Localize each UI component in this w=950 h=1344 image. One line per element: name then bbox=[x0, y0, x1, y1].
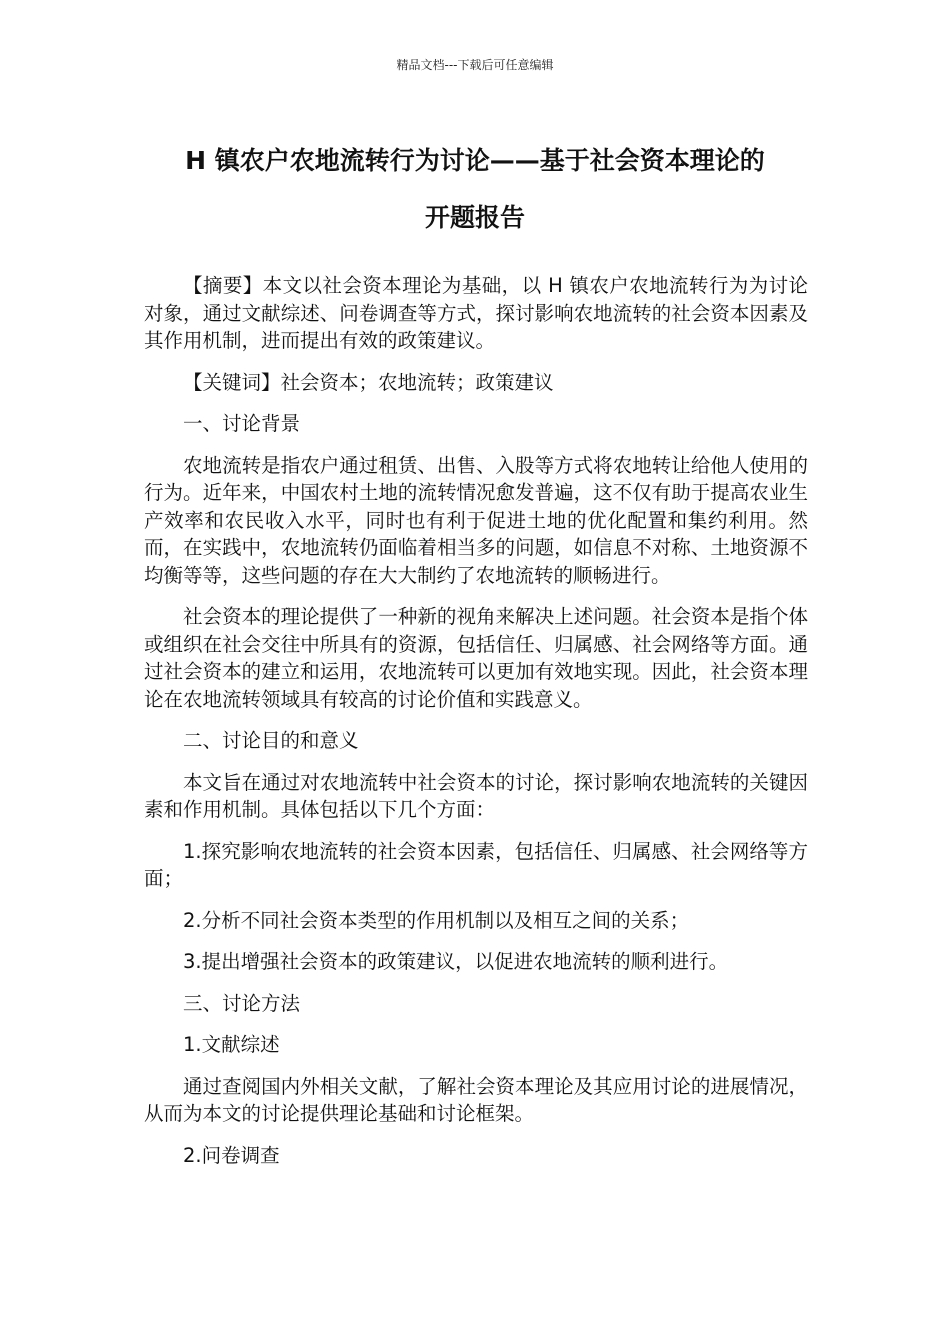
document-body bbox=[144, 272, 808, 1183]
method-subheading-literature: 1.文献综述 bbox=[183, 1033, 280, 1056]
purpose-item-2: 2.分析不同社会资本类型的作用机制以及相互之间的关系； bbox=[183, 908, 690, 932]
section-heading-purpose: 二、讨论目的和意义 bbox=[183, 729, 359, 752]
document-title bbox=[100, 132, 850, 246]
background-paragraph-1: 农地流转是指农户通过租赁、出售、入股等方式将农地转让给他人使用的行为。近年来，中国农村土地的流转情况愈发普遍，这不仅有助于提高农业生产效率和农民收入水平，同时也有利于促进土地的优化配置和集约利用。然而，在实践中，农地流转仍面临着相当多的问题，如信息不对称、土地资源不均衡等等，这些问题的存在大大制约了农地流转的顺畅进行。 bbox=[144, 453, 808, 587]
abstract-paragraph: 【摘要】本文以社会资本理论为基础，以 H 镇农户农地流转行为为讨论对象，通过文献综述、问卷调查等方式，探讨影响农地流转的社会资本因素及其作用机制，进而提出有效的政策建议。 bbox=[144, 274, 808, 352]
background-paragraph-2: 社会资本的理论提供了一种新的视角来解决上述问题。社会资本是指个体或组织在社会交往中所具有的资源，包括信任、归属感、社会网络等方面。通过社会资本的建立和运用，农地流转可以更加有效地实现。因此，社会资本理论在农地流转领域具有较高的讨论价值和实践意义。 bbox=[144, 605, 808, 711]
section-heading-method: 三、讨论方法 bbox=[183, 991, 301, 1015]
page-header-watermark: 精品文档---下载后可任意编辑 bbox=[396, 58, 554, 72]
document-title-line-2: 开题报告 bbox=[424, 203, 525, 232]
section-heading-background: 一、讨论背景 bbox=[183, 412, 301, 435]
method-subheading-survey: 2.问卷调查 bbox=[183, 1143, 280, 1167]
purpose-item-1: 1.探究影响农地流转的社会资本因素，包括信任、归属感、社会网络等方面； bbox=[144, 839, 808, 890]
document-title-line-1: H 镇农户农地流转行为讨论——基于社会资本理论的 bbox=[185, 146, 765, 175]
literature-paragraph: 通过查阅国内外相关文献，了解社会资本理论及其应用讨论的进展情况，从而为本文的讨论提供理论基础和讨论框架。 bbox=[144, 1074, 808, 1125]
purpose-item-3: 3.提出增强社会资本的政策建议，以促进农地流转的顺利进行。 bbox=[183, 950, 729, 973]
keywords-paragraph: 【关键词】社会资本；农地流转；政策建议 bbox=[183, 370, 554, 394]
purpose-paragraph: 本文旨在通过对农地流转中社会资本的讨论，探讨影响农地流转的关键因素和作用机制。具体包括以下几个方面： bbox=[144, 770, 808, 821]
